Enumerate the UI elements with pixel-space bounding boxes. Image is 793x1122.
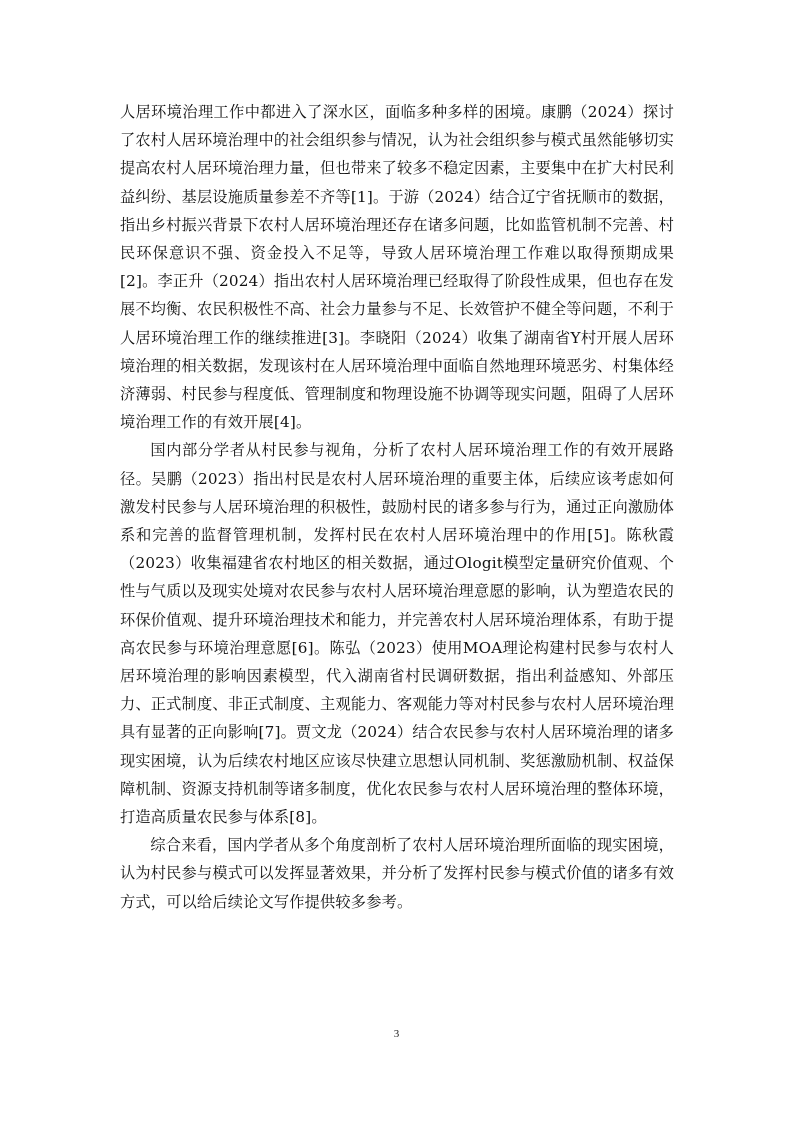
paragraph-continued: 人居环境治理工作中都进入了深水区，面临多种多样的困境。康鹏（2024）探讨了农村人居环境治理中的社会组织参与情况，认为社会组织参与模式虽然能够切实提高农村人居环境治理力量，但也带来了较多不稳定因素，主要集中在扩大村民利益纠纷、基层设施质量参差不齐等[1]。于游（2024）结合辽宁省抚顺市的数据，指出乡村振兴背景下农村人居环境治理还存在诸多问题，比如监管机制不完善、村民环保意识不强、资金投入不足等，导致人居环境治理工作难以取得预期成果[2]。李正升（2024）指出农村人居环境治理已经取得了阶段性成果，但也存在发展不均衡、农民积极性不高、社会力量参与不足、长效管护不健全等问题，不利于人居环境治理工作的继续推进[3]。李晓阳（2024）收集了湖南省Y村开展人居环境治理的相关数据，发现该村在人居环境治理中面临自然地理环境恶劣、村集体经济薄弱、村民参与程度低、管理制度和物理设施不协调等现实问题，阻碍了人居环境治理工作的有效开展[4]。 [120, 103, 674, 432]
paragraph-villager-participation: 国内部分学者从村民参与视角，分析了农村人居环境治理工作的有效开展路径。吴鹏（2023）指出村民是农村人居环境治理的重要主体，后续应该考虑如何激发村民参与人居环境治理的积极性，鼓励村民的诸多参与行为，通过正向激励体系和完善的监督管理机制，发挥村民在农村人居环境治理中的作用[5]。陈秋霞（2023）收集福建省农村地区的相关数据，通过Ologit模型定量研究价值观、个性与气质以及现实处境对农民参与农村人居环境治理意愿的影响，认为塑造农民的环保价值观、提升环境治理技术和能力，并完善农村人居环境治理体系，有助于提高农民参与环境治理意愿[6]。陈弘（2023）使用MOA理论构建村民参与农村人居环境治理的影响因素模型，代入湖南省村民调研数据，指出利益感知、外部压力、正式制度、非正式制度、主观能力、客观能力等对村民参与农村人居环境治理具有显著的正向影响[7]。贾文龙（2024）结合农民参与农村人居环境治理的诸多现实困境，认为后续农村地区应该尽快建立思想认同机制、奖惩激励机制、权益保障机制、资源支持机制等诸多制度，优化农民参与农村人居环境治理的整体环境，打造高质量农民参与体系[8]。 [120, 441, 674, 827]
paragraph-summary: 综合来看，国内学者从多个角度剖析了农村人居环境治理所面临的现实困境，认为村民参与模式可以发挥显著效果，并分析了发挥村民参与模式价值的诸多有效方式，可以给后续论文写作提供较多参考。 [120, 836, 674, 911]
page-number: 3 [393, 1028, 400, 1040]
body-text [120, 98, 674, 916]
